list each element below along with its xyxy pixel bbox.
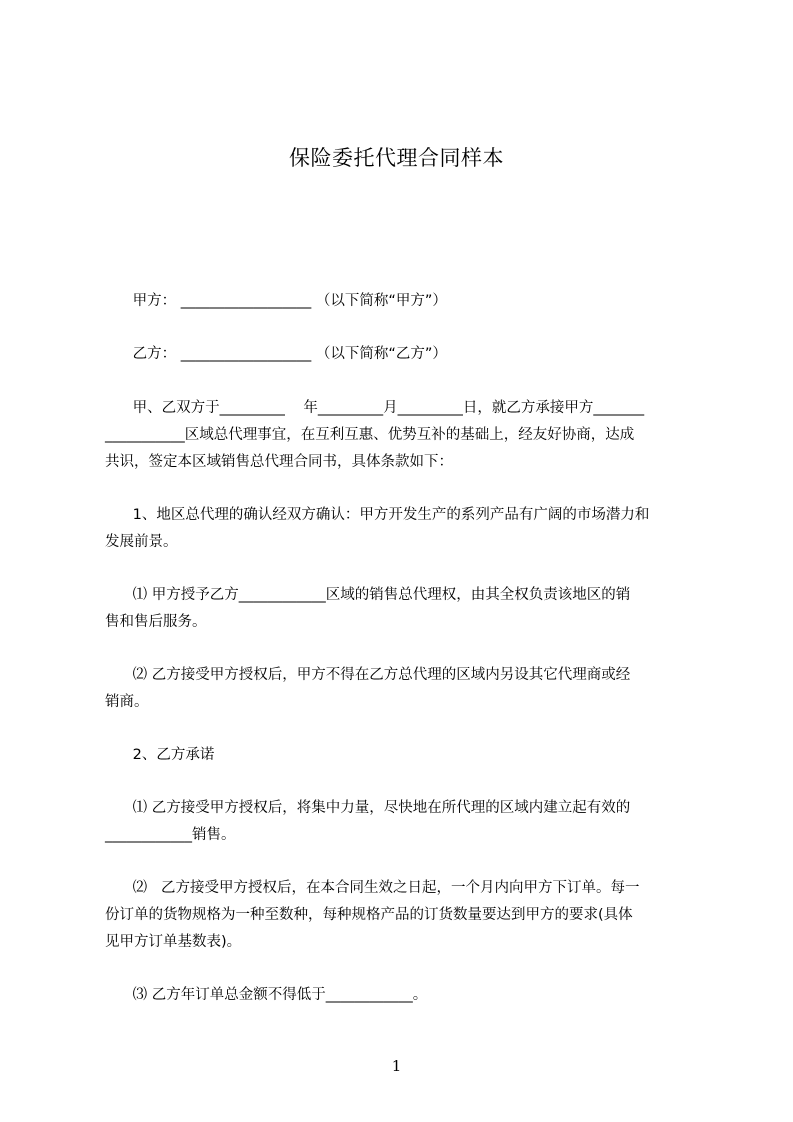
clause-1-1-line-1: ⑴ 甲方授予乙方____________区域的销售总代理权，由其全权负责该地区的销 <box>105 587 631 603</box>
clause-1-2-line-1: ⑵ 乙方接受甲方授权后，甲方不得在乙方总代理的区域内另设其它代理商或经 <box>105 667 631 683</box>
clause-2-heading: 2、乙方承诺 <box>105 747 215 763</box>
party-b-line: 乙方： __________________ （以下简称“乙方”） <box>105 346 447 362</box>
clause-2-2-line-3: 见甲方订单基数表)。 <box>105 934 242 950</box>
intro-line-1: 甲、乙双方于_________ 年_________月_________日，就乙方承接甲方_______ <box>105 400 645 416</box>
clause-2-2-line-1: ⑵ 乙方接受甲方授权后，在本合同生效之日起，一个月内向甲方下订单。每一 <box>105 880 640 896</box>
document-title: 保险委托代理合同样本 <box>289 146 504 170</box>
clause-1-line-1: 1、地区总代理的确认经双方确认：甲方开发生产的系列产品有广阔的市场潜力和 <box>105 507 650 523</box>
clause-2-3-line-1: ⑶ 乙方年订单总金额不得低于____________。 <box>105 987 428 1003</box>
clause-1-1-line-2: 售和售后服务。 <box>105 614 207 630</box>
clause-1-2-line-2: 销商。 <box>105 694 149 710</box>
page-number: 1 <box>391 1057 402 1075</box>
clause-1-line-2: 发展前景。 <box>105 534 178 550</box>
intro-line-2: ___________区域总代理事宜，在互利互惠、优势互补的基础上，经友好协商，达成 <box>105 427 635 443</box>
clause-2-2-line-2: 份订单的货物规格为一种至数种，每种规格产品的订货数量要达到甲方的要求(具体 <box>105 907 633 923</box>
clause-2-1-line-1: ⑴ 乙方接受甲方授权后，将集中力量，尽快地在所代理的区域内建立起有效的 <box>105 800 631 816</box>
intro-line-3: 共识，签定本区域销售总代理合同书，具体条款如下： <box>105 454 453 470</box>
party-a-line: 甲方： __________________ （以下简称“甲方”） <box>105 293 447 309</box>
clause-2-1-line-2: ____________销售。 <box>105 827 236 843</box>
